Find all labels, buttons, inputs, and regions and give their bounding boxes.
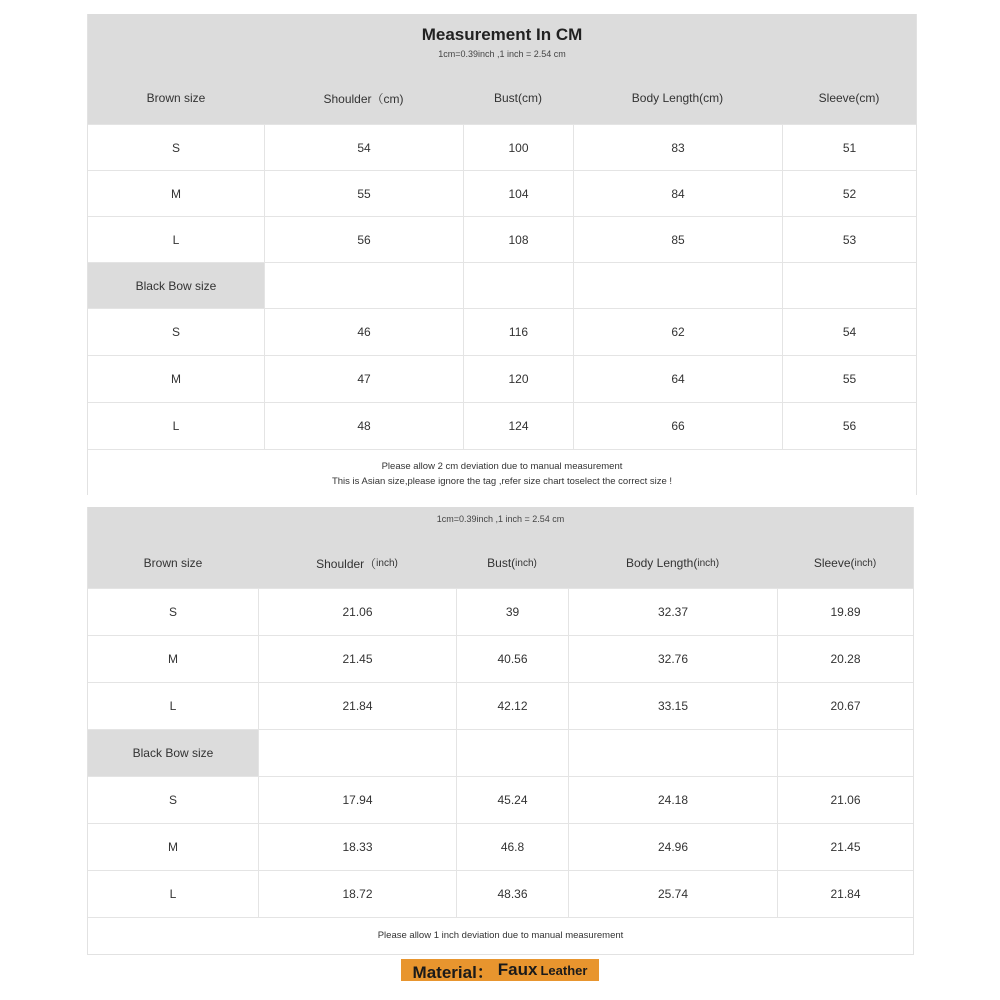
- table-row: [88, 216, 916, 262]
- bust-cell: 42.12: [456, 683, 568, 729]
- table-row: [88, 682, 913, 729]
- header-unit: inch): [376, 557, 398, 569]
- sleeve-cell: 52: [782, 171, 916, 216]
- empty-cell: [568, 730, 777, 776]
- inch-table-header: [88, 507, 913, 588]
- size-cell: L: [169, 887, 177, 901]
- col-header-shoulder: Shoulder（cm): [323, 91, 404, 106]
- bust-cell: 40.56: [456, 636, 568, 682]
- cm-table-header: [88, 14, 916, 124]
- table-row: [88, 308, 916, 355]
- empty-cell: [573, 263, 782, 308]
- empty-cell: [777, 730, 913, 776]
- size-cell: S: [168, 793, 177, 807]
- empty-cell: [264, 263, 463, 308]
- table-footer-notes: [88, 917, 913, 954]
- table-row: [88, 823, 913, 870]
- bust-cell: 46.8: [456, 824, 568, 870]
- size-table-inch: [87, 507, 914, 955]
- col-header-body-length: [568, 545, 777, 581]
- body-length-cell: 85: [573, 217, 782, 262]
- shoulder-cell: 48: [264, 403, 463, 449]
- sleeve-cell: 54: [782, 309, 916, 355]
- bust-cell: 104: [463, 171, 573, 216]
- table-title: Measurement In CM: [421, 25, 583, 44]
- size-cell: L: [172, 419, 180, 433]
- bust-cell: 116: [463, 309, 573, 355]
- deviation-note: Please allow 2 cm deviation due to manual measurement: [381, 461, 623, 472]
- size-table-cm: [87, 14, 917, 495]
- sleeve-cell: 51: [782, 125, 916, 170]
- size-cell: S: [171, 140, 180, 155]
- col-header-bust: [456, 545, 568, 581]
- section-row-black-bow: [88, 729, 913, 776]
- sleeve-cell: 21.45: [777, 824, 913, 870]
- shoulder-cell: 21.06: [258, 589, 456, 635]
- shoulder-cell: 18.72: [258, 871, 456, 917]
- body-length-cell: 66: [573, 403, 782, 449]
- material-value: Faux: [497, 960, 538, 979]
- size-cell: M: [171, 372, 181, 386]
- material-label: Material：: [412, 962, 494, 982]
- body-length-cell: 83: [573, 125, 782, 170]
- sleeve-cell: 56: [782, 403, 916, 449]
- shoulder-cell: 17.94: [258, 777, 456, 823]
- header-label: Body Length(: [625, 556, 698, 570]
- table-row: [88, 870, 913, 917]
- shoulder-cell: 18.33: [258, 824, 456, 870]
- inch-header-row: [88, 545, 913, 581]
- header-label: Sleeve(: [813, 556, 855, 570]
- bust-cell: 124: [463, 403, 573, 449]
- empty-cell: [782, 263, 916, 308]
- section-row-black-bow: [88, 262, 916, 308]
- shoulder-cell: 54: [264, 125, 463, 170]
- col-header-bust: Bust(cm): [494, 91, 542, 105]
- col-header-body-length: Body Length(cm): [631, 91, 724, 105]
- conversion-note: 1cm=0.39inch ,1 inch = 2.54 cm: [436, 514, 565, 524]
- material-suffix: Leather: [540, 962, 588, 978]
- size-cell: L: [172, 232, 180, 247]
- empty-cell: [258, 730, 456, 776]
- body-length-cell: 33.15: [568, 683, 777, 729]
- asian-size-note: This is Asian size,please ignore the tag ,refer size chart toselect the correct size !: [331, 476, 673, 487]
- header-unit: inch): [515, 557, 537, 569]
- body-length-cell: 24.96: [568, 824, 777, 870]
- body-length-cell: 24.18: [568, 777, 777, 823]
- table-row: [88, 588, 913, 635]
- cm-header-row: [88, 80, 916, 116]
- table-row: [88, 355, 916, 402]
- col-header-sleeve: Sleeve(cm): [818, 91, 880, 105]
- size-cell: S: [168, 605, 177, 619]
- bust-cell: 39: [456, 589, 568, 635]
- header-unit: inch): [697, 557, 720, 569]
- col-header-shoulder: [258, 545, 456, 581]
- body-length-cell: 84: [573, 171, 782, 216]
- header-unit: inch): [854, 557, 877, 569]
- shoulder-cell: 46: [264, 309, 463, 355]
- bust-cell: 100: [463, 125, 573, 170]
- empty-cell: [456, 730, 568, 776]
- body-length-cell: 64: [573, 356, 782, 402]
- size-cell: M: [168, 652, 178, 666]
- table-row: [88, 635, 913, 682]
- sleeve-cell: 21.84: [777, 871, 913, 917]
- col-header-sleeve: [777, 545, 913, 581]
- sleeve-cell: 55: [782, 356, 916, 402]
- sleeve-cell: 19.89: [777, 589, 913, 635]
- bust-cell: 48.36: [456, 871, 568, 917]
- sleeve-cell: 20.67: [777, 683, 913, 729]
- table-row: [88, 124, 916, 170]
- sleeve-cell: 21.06: [777, 777, 913, 823]
- empty-cell: [463, 263, 573, 308]
- shoulder-cell: 55: [264, 171, 463, 216]
- table-footer-notes: [88, 449, 916, 495]
- header-label: Bust(: [487, 556, 516, 570]
- header-label: Brown size: [143, 556, 203, 570]
- sleeve-cell: 20.28: [777, 636, 913, 682]
- table-row: [88, 776, 913, 823]
- size-cell: S: [171, 325, 180, 339]
- size-cell: M: [171, 186, 181, 201]
- material-banner: [401, 959, 599, 981]
- bust-cell: 120: [463, 356, 573, 402]
- body-length-cell: 32.37: [568, 589, 777, 635]
- sleeve-cell: 53: [782, 217, 916, 262]
- body-length-cell: 25.74: [568, 871, 777, 917]
- table-row: [88, 170, 916, 216]
- shoulder-cell: 56: [264, 217, 463, 262]
- section-label: Black Bow size: [88, 263, 264, 308]
- shoulder-cell: 21.45: [258, 636, 456, 682]
- deviation-note: Please allow 1 inch deviation due to manual measurement: [377, 930, 624, 941]
- bust-cell: 45.24: [456, 777, 568, 823]
- header-label: Shoulder（: [316, 556, 377, 571]
- section-label: Black Bow size: [88, 730, 258, 776]
- body-length-cell: 32.76: [568, 636, 777, 682]
- table-row: [88, 402, 916, 449]
- bust-cell: 108: [463, 217, 573, 262]
- col-header-size: [88, 545, 258, 581]
- shoulder-cell: 47: [264, 356, 463, 402]
- shoulder-cell: 21.84: [258, 683, 456, 729]
- size-cell: L: [169, 699, 177, 713]
- body-length-cell: 62: [573, 309, 782, 355]
- col-header-size: Brown size: [146, 91, 206, 105]
- conversion-note: 1cm=0.39inch ,1 inch = 2.54 cm: [438, 49, 566, 59]
- size-cell: M: [168, 840, 178, 854]
